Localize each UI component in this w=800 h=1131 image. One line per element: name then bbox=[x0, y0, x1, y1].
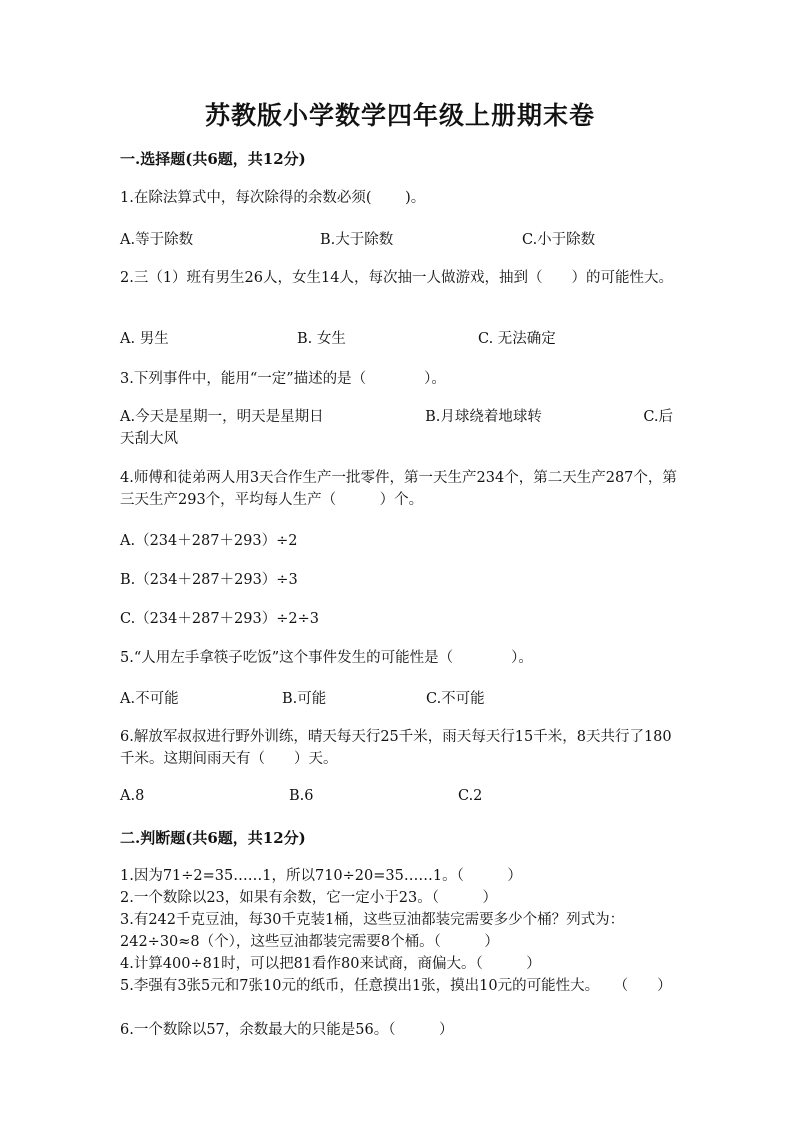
option-a: A.8 bbox=[120, 788, 145, 804]
option-a: A.（234＋287＋293）÷2 bbox=[120, 533, 298, 549]
page-title: 苏教版小学数学四年级上册期末卷 bbox=[204, 101, 595, 130]
question-6-stem: 6.解放军叔叔进行野外训练，晴天每天行25千米，雨天每天行15千米，8天共行了180千米。这期间雨天有（ ）天。 bbox=[120, 729, 672, 767]
option-b: B.6 bbox=[289, 788, 314, 804]
option-b: B.（234＋287＋293）÷3 bbox=[120, 572, 298, 588]
option-c: C.小于除数 bbox=[522, 232, 596, 248]
question-6-options bbox=[120, 788, 680, 810]
question-5-options bbox=[120, 687, 680, 709]
option-a: A.等于除数 bbox=[120, 232, 194, 248]
question-4-option-b bbox=[120, 568, 680, 590]
judgment-item-5: 5.李强有3张5元和7张10元的纸币，任意摸出1张，摸出10元的可能性大。 （ ） bbox=[120, 978, 672, 994]
option-b: B. 女生 bbox=[297, 331, 346, 347]
judgment-item-4: 4.计算400÷81时，可以把81看作80来试商，商偏大。（ ） bbox=[120, 956, 541, 972]
question-4-option-a bbox=[120, 529, 680, 551]
question-1-stem: 1.在除法算式中，每次除得的余数必须( )。 bbox=[120, 190, 426, 206]
question-2-stem: 2.三（1）班有男生26人，女生14人，每次抽一人做游戏，抽到（ ）的可能性大。 bbox=[120, 270, 673, 286]
judgment-item-1: 1.因为71÷2=35……1，所以710÷20=35……1。（ ） bbox=[120, 868, 522, 884]
option-c: C.（234＋287＋293）÷2÷3 bbox=[120, 611, 319, 627]
option-c: C. 无法确定 bbox=[478, 331, 556, 347]
option-c: C.不可能 bbox=[426, 691, 485, 707]
option-b: B.可能 bbox=[282, 691, 327, 707]
question-1-options bbox=[120, 228, 680, 250]
question-3-stem: 3.下列事件中，能用“一定”描述的是（ ）。 bbox=[120, 371, 446, 387]
judgment-item-3: 3.有242千克豆油，每30千克装1桶，这些豆油都装完需要多少个桶？列式为：242÷30≈8（个），这些豆油都装完需要8个桶。（ ） bbox=[120, 912, 625, 950]
option-a: A. 男生 bbox=[120, 331, 169, 347]
question-4-stem: 4.师傅和徒弟两人用3天合作生产一批零件，第一天生产234个，第二天生产287个，第三天生产293个，平均每人生产（ ）个。 bbox=[120, 470, 677, 508]
judgment-item-2: 2.一个数除以23，如果有余数，它一定小于23。（ ） bbox=[120, 890, 497, 906]
option-c: C.2 bbox=[458, 788, 483, 804]
judgment-item-6: 6.一个数除以57，余数最大的只能是56。（ ） bbox=[120, 1022, 454, 1038]
question-3-options: A.今天是星期一，明天是星期日 B.月球绕着地球转 C.后天刮大风 bbox=[120, 409, 674, 447]
section-heading-true-false: 二.判断题(共6题，共12分) bbox=[120, 829, 306, 847]
option-a: A.不可能 bbox=[120, 691, 179, 707]
option-b: B.大于除数 bbox=[320, 232, 394, 248]
question-4-option-c bbox=[120, 607, 680, 629]
question-5-stem: 5.“人用左手拿筷子吃饭”这个事件发生的可能性是（ ）。 bbox=[120, 650, 533, 666]
question-2-options bbox=[120, 327, 680, 349]
section-heading-choice: 一.选择题(共6题，共12分) bbox=[120, 150, 306, 168]
